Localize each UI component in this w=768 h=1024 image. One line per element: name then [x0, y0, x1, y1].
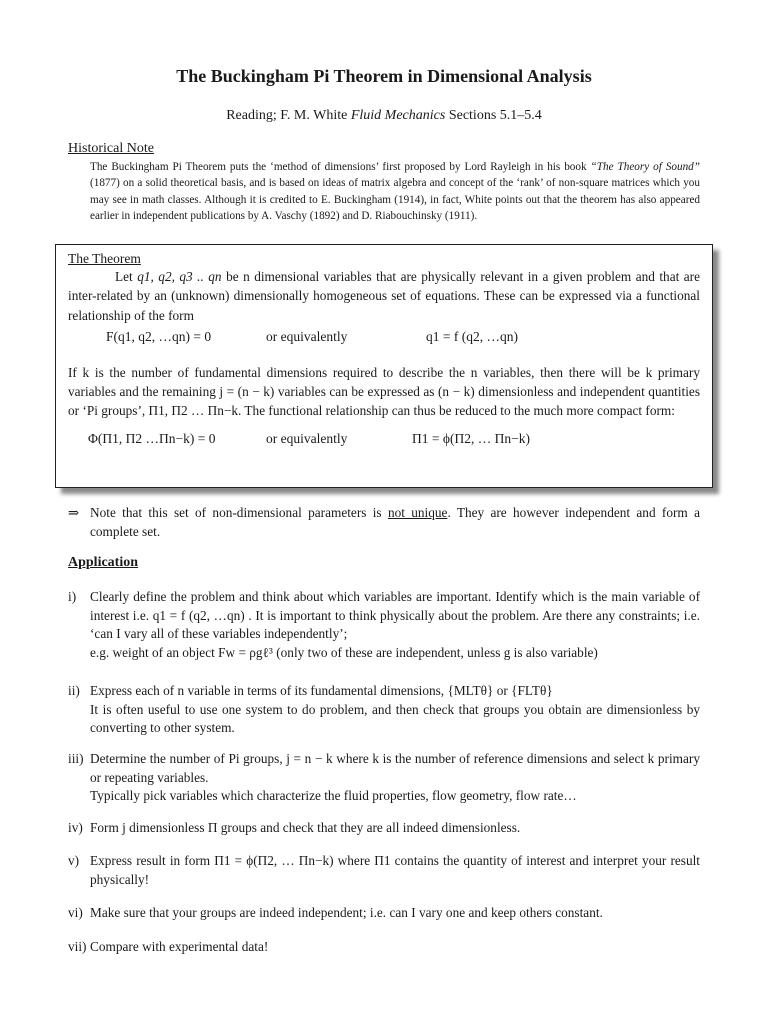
- reading-suffix: Sections 5.1–5.4: [445, 108, 542, 123]
- equation-2-connector: or equivalently: [266, 430, 348, 446]
- step-text: Make sure that your groups are indeed independent; i.e. can I vary one and keep others constant.: [90, 905, 603, 920]
- application-step: [68, 588, 700, 662]
- step-text: Compare with experimental data!: [90, 939, 269, 954]
- theorem-paragraph-2: If k is the number of fundamental dimensions required to describe the n variables, then there will be k primary variables and the remaining j = (n − k) variables can be expressed as (n − k) dimensionless and independent quantities or ‘Pi groups’, Π1, Π2 … Πn−k. The functional relationship can thus be reduced to the much more compact form:: [68, 364, 700, 419]
- reading-prefix: Reading; F. M. White: [226, 108, 351, 123]
- theorem-let: Let: [115, 269, 138, 284]
- uniqueness-note-text: [90, 504, 700, 541]
- equation-2-right: Π1 = ϕ(Π2, … Πn−k): [412, 430, 530, 446]
- step-number: vi): [68, 905, 83, 920]
- theorem-variables: q1, q2, q3 .. qn: [137, 269, 222, 284]
- step-number: i): [68, 589, 77, 604]
- application-step: [68, 750, 700, 806]
- step-number: vii): [68, 939, 87, 954]
- implies-arrow: ⇒: [68, 505, 80, 520]
- application-heading: Application: [68, 555, 139, 570]
- step-number: v): [68, 853, 80, 868]
- reading-reference: [0, 108, 768, 124]
- application-step: [68, 938, 700, 957]
- step-number: ii): [68, 683, 80, 698]
- historical-note-text-2: (1877) on a solid theoretical basis, and is based on ideas of matrix algebra and concept of the ‘rank’ of non-square matrices which you may see in math classes. Although it is credited to E. Buckingham (1914), in fact, White points out that the theorem has also appeared earlier in independent publications by A. Vaschy (1892) and D. Riabouchinsky (1911).: [90, 177, 700, 222]
- reading-book: Fluid Mechanics: [350, 108, 446, 123]
- historical-note-book: “The Theory of Sound”: [590, 161, 700, 173]
- equation-2-left: Φ(Π1, Π2 …Πn−k) = 0: [88, 430, 216, 446]
- application-step: [68, 852, 700, 889]
- equation-1-left: F(q1, q2, …qn) = 0: [106, 328, 212, 344]
- note-text-1: Note that this set of non-dimensional parameters is: [90, 505, 388, 520]
- equation-1-right: q1 = f (q2, …qn): [426, 328, 518, 344]
- historical-note-body: [90, 159, 700, 224]
- theorem-heading: The Theorem: [68, 251, 141, 266]
- step-text: Express result in form Π1 = ϕ(Π2, … Πn−k) where Π1 contains the quantity of interest and interpret your result physically!: [90, 853, 700, 887]
- step-text: Form j dimensionless Π groups and check that they are all indeed dimensionless.: [90, 820, 521, 835]
- equation-1-connector: or equivalently: [266, 328, 348, 344]
- note-emphasis: not unique: [387, 505, 448, 520]
- theorem-box: [55, 244, 713, 488]
- step-text: Clearly define the problem and think about which variables are important. Identify which is the main variable of interest i.e. q1 = f (q2, …qn) . It is important to think physically about the problem. Are there any constraints; i.e. ‘can I vary all of these variables independently’;: [90, 589, 700, 642]
- step-text-b: Typically pick variables which characterize the fluid properties, flow geometry, flow rate…: [90, 788, 577, 804]
- theorem-paragraph-1-rest: be n dimensional variables that are physically relevant in a given problem and that are inter-related by an (unknown) dimensionally homogeneous set of equations. These can be expressed via a functional relationship of the form: [68, 269, 701, 323]
- step-text-b: It is often useful to use one system to do problem, and then check that groups you obtain are dimensionless by converting to other system.: [90, 701, 700, 736]
- theorem-paragraph-1: [68, 267, 700, 325]
- application-step: [68, 819, 700, 838]
- equation-row-1: [68, 325, 700, 353]
- step-text: Express each of n variable in terms of its fundamental dimensions, {MLTθ} or {FLTθ}: [90, 683, 553, 698]
- historical-note-heading: Historical Note: [68, 141, 154, 156]
- application-step: [68, 904, 700, 923]
- page-title: The Buckingham Pi Theorem in Dimensional Analysis: [176, 66, 592, 86]
- historical-note-text-1: The Buckingham Pi Theorem puts the ‘method of dimensions’ first proposed by Lord Rayleigh in his book: [90, 161, 591, 173]
- step-text-b: e.g. weight of an object Fw = ρgℓ³ (only two of these are independent, unless g is also variable): [90, 644, 598, 660]
- note-text-2: . They are however independent and form a complete set.: [90, 505, 700, 539]
- step-text: Determine the number of Pi groups, j = n − k where k is the number of reference dimensions and select k primary or repeating variables.: [90, 751, 700, 785]
- step-number: iii): [68, 751, 84, 766]
- step-number: iv): [68, 820, 83, 835]
- equation-row-2: [68, 427, 700, 455]
- application-step: [68, 682, 700, 738]
- uniqueness-note: [68, 504, 700, 541]
- theorem-content: [68, 251, 700, 455]
